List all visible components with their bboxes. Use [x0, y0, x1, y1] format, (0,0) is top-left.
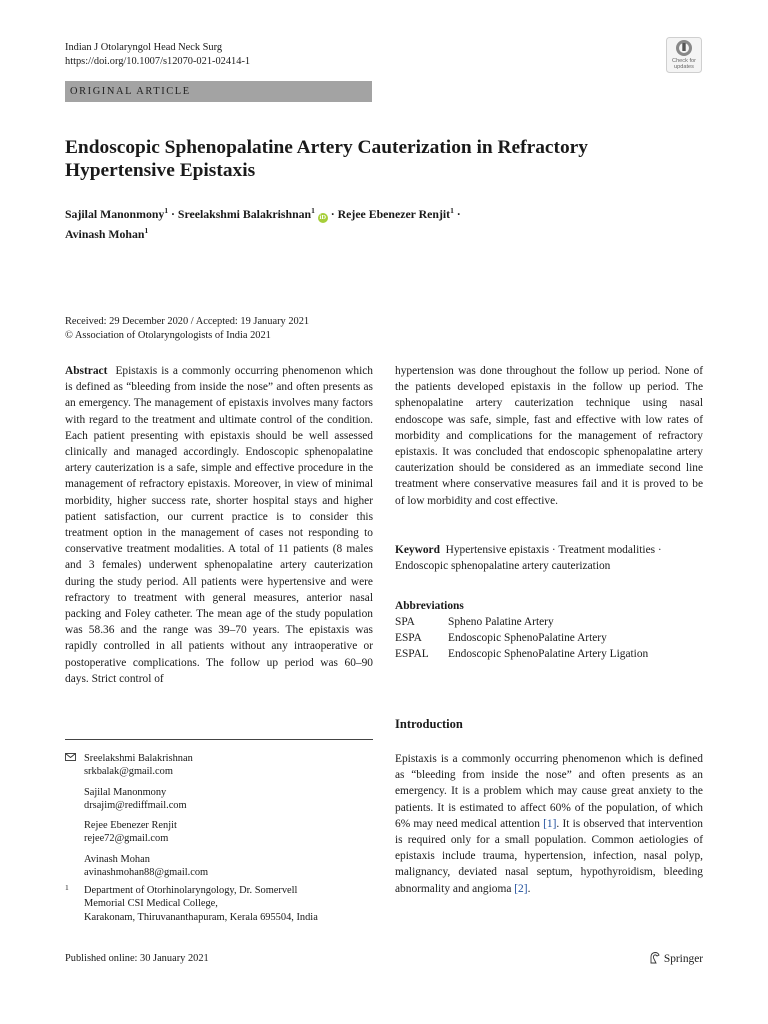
author-name[interactable]: Rejee Ebenezer Renjit — [337, 207, 451, 221]
abbreviation-definition: Spheno Palatine Artery — [448, 616, 554, 628]
author-list — [65, 203, 525, 242]
contact-email[interactable]: avinashmohan88@gmail.com — [84, 867, 209, 879]
author-name[interactable]: Avinash Mohan — [65, 227, 145, 241]
contact-entry — [84, 819, 375, 846]
affiliation-line: Memorial CSI Medical College, — [84, 898, 218, 910]
abbreviation-row — [395, 614, 648, 630]
check-updates-icon — [666, 37, 702, 73]
affiliation — [65, 884, 375, 924]
keywords-label: Keyword — [395, 544, 440, 556]
author-name[interactable]: Sreelakshmi Balakrishnan — [177, 207, 312, 221]
journal-name: Indian J Otolaryngol Head Neck Surg — [65, 42, 223, 53]
contact-email[interactable]: drsajim@rediffmail.com — [84, 799, 187, 811]
contact-email[interactable]: srkbalak@gmail.com — [84, 766, 173, 778]
affiliation-marker: 1 — [450, 206, 454, 215]
affiliation-number: 1 — [65, 883, 69, 892]
copyright-line: © Association of Otolaryngologists of India 2021 — [65, 329, 271, 341]
contact-name: Rejee Ebenezer Renjit — [84, 820, 177, 832]
doi-link[interactable]: https://doi.org/10.1007/s12070-021-02414-1 — [65, 56, 251, 67]
author-separator: · — [453, 207, 461, 221]
author-separator: · — [327, 207, 338, 221]
abstract-right: hypertension was done throughout the follow up period. None of the patients developed epistaxis in the follow up period. The sphenopalatine artery cauterization technique using nasal endoscope was safe, simple, fast and effective with low rates of morbidity and complications for the management of refractory epistaxis. It was concluded that endoscopic sphenopalatine artery cauterization should be considered as an immediate second line treatment where conservative measures fail and it is proved to be of low morbidity and cost effective. — [395, 365, 703, 507]
affiliation-marker: 1 — [144, 226, 149, 235]
contact-name: Sreelakshmi Balakrishnan — [84, 753, 193, 764]
article-type-banner: ORIGINAL ARTICLE — [65, 81, 372, 102]
abbreviation-definition: Endoscopic SphenoPalatine Artery — [448, 632, 607, 644]
contact-entry — [84, 786, 375, 813]
badge-line2: updates — [674, 64, 694, 70]
correspondence-block — [65, 752, 375, 886]
published-date: Published online: 30 January 2021 — [65, 953, 209, 964]
envelope-icon — [65, 753, 76, 761]
publisher-name: Springer — [663, 953, 704, 965]
article-title — [65, 136, 705, 182]
journal-header — [65, 41, 250, 68]
contact-name: Sajilal Manonmony — [84, 786, 167, 798]
abstract-text-left: Epistaxis is a commonly occurring phenomenon which is defined as “bleeding from inside the nose” and often presents as an emergency. The management of epistaxis involves many factors with regard to the treatment and ultimate control of the condition. Each patient presenting with epistaxis should be well assessed clinically and managed accordingly. Endoscopic sphenopalatine artery cauterization is a safe, simple and effective procedure in the management of refractory epistaxis. Moreover, in view of minimal morbidity, higher success rate, shorter hospital stays and higher patient satisfaction, our current practice is to consider this treatment option in the management of cases not responding to conservative treatment modalities. A total of 11 patients (8 males and 3 females) underwent sphenopalatine artery cauterization during the study period. All patients were hypertensive and were refractory to treatment with general measures, anterior nasal packing and Foley catheter. The mean age of the study population was 58.36 and the range was 39–70 years. The epistaxis was rapidly controlled in all patients without any intraoperative or postoperative complications. The follow up period was 60–90 days. Strict control of — [65, 365, 374, 685]
abstract-label: Abstract — [65, 365, 108, 377]
publisher-logo — [648, 951, 703, 965]
abbreviation-term: SPA — [395, 616, 415, 628]
introduction-body — [395, 751, 703, 897]
abbreviation-row — [395, 646, 648, 662]
springer-horse-icon — [648, 951, 661, 964]
author-name[interactable]: Sajilal Manonmony — [65, 207, 165, 221]
check-for-updates-badge[interactable] — [666, 37, 702, 73]
intro-text: . — [527, 882, 531, 895]
abbreviation-term: ESPAL — [395, 648, 429, 660]
affiliation-marker: 1 — [164, 206, 169, 215]
introduction-heading: Introduction — [395, 717, 463, 731]
abbreviations — [395, 598, 648, 662]
abbreviation-row — [395, 630, 648, 646]
abbreviation-definition: Endoscopic SphenoPalatine Artery Ligation — [448, 648, 649, 660]
affiliation-line: Karakonam, Thiruvananthapuram, Kerala 695504, India — [84, 911, 318, 923]
keywords-text: Hypertensive epistaxis · Treatment modalities · Endoscopic sphenopalatine artery cauterization — [395, 544, 662, 572]
title-line-1: Endoscopic Sphenopalatine Artery Cauterization in Refractory — [65, 137, 588, 158]
corresponding-author — [84, 752, 375, 779]
footnote-divider — [65, 739, 373, 740]
article-dates — [65, 315, 309, 342]
keywords — [395, 542, 715, 574]
orcid-icon[interactable]: iD — [319, 214, 327, 221]
badge-line1: Check for — [672, 58, 696, 64]
title-line-2: Hypertensive Epistaxis — [65, 160, 256, 181]
contact-name: Avinash Mohan — [84, 853, 150, 865]
received-accepted: Received: 29 December 2020 / Accepted: 19 January 2021 — [65, 316, 310, 327]
abbreviation-term: ESPA — [395, 632, 422, 644]
intro-text: . It is observed that intervention is required only for a small population. Common aetiologies of epistaxis include trauma, hypertension, infection, nasal polyp, malignancy, deviated nasal septum, hypothyroidism, bleeding abnormality and angioma — [395, 817, 703, 895]
affiliation-line: Department of Otorhinolaryngology, Dr. Somervell — [84, 885, 298, 896]
intro-text: Epistaxis is a commonly occurring phenomenon which is defined as “bleeding from inside the nose” and often presents as an emergency. It is a problem which may cause great anxiety to the patients. It is estimated to affect 60% of the population, of which 6% may need medical attention — [395, 753, 703, 830]
citation-link[interactable]: [2] — [514, 882, 528, 895]
abstract-left — [65, 363, 373, 687]
citation-link[interactable]: [1] — [543, 817, 557, 830]
author-separator: · — [168, 207, 178, 221]
abbreviations-heading: Abbreviations — [395, 600, 464, 612]
contact-entry — [84, 853, 375, 880]
affiliation-marker: 1 — [311, 206, 315, 215]
contact-email[interactable]: rejee72@gmail.com — [84, 833, 169, 845]
